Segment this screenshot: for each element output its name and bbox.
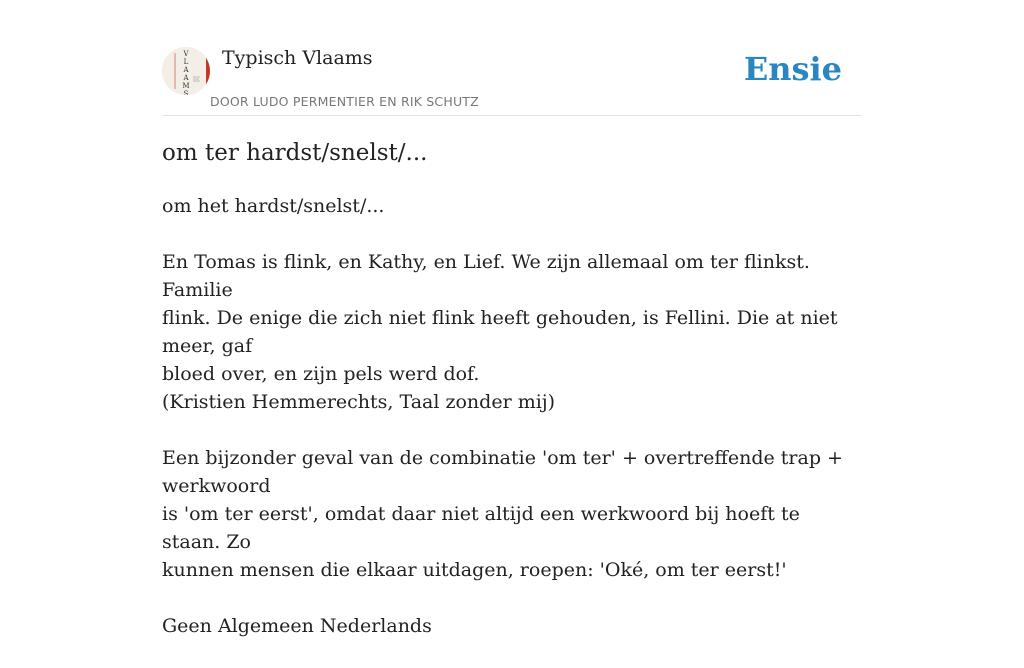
- note-line: kunnen mensen die elkaar uitdagen, roepen: 'Oké, om ter eerst!': [162, 559, 787, 581]
- svg-text:L: L: [183, 58, 189, 66]
- svg-text:V: V: [183, 50, 189, 58]
- brand-logo[interactable]: Ensie: [743, 50, 842, 88]
- book-title[interactable]: Typisch Vlaams: [222, 47, 373, 69]
- entry-example: [162, 248, 862, 416]
- entry-label: Geen Algemeen Nederlands: [162, 615, 432, 637]
- example-source: (Kristien Hemmerechts, Taal zonder mij): [162, 391, 556, 413]
- example-line: En Tomas is flink, en Kathy, en Lief. We zijn allemaal om ter flinkst. Familie: [162, 251, 810, 301]
- example-line: flink. De enige die zich niet flink heeft gehouden, is Fellini. Die at niet meer, gaf: [162, 307, 838, 357]
- book-cover-icon: [162, 47, 210, 95]
- svg-text:A: A: [183, 66, 189, 74]
- entry-title: om ter hardst/snelst/...: [162, 140, 428, 166]
- entry-note: [162, 444, 862, 584]
- note-line: Een bijzonder geval van de combinatie 'om ter' + overtreffende trap + werkwoord: [162, 447, 843, 497]
- entry-definition: om het hardst/snelst/...: [162, 195, 385, 217]
- svg-text:A: A: [183, 74, 189, 82]
- header: [162, 44, 862, 116]
- entry-content: [162, 192, 862, 668]
- note-line: is 'om ter eerst', omdat daar niet altijd een werkwoord bij hoeft te staan. Zo: [162, 503, 800, 553]
- book-authors: DOOR LUDO PERMENTIER EN RIK SCHUTZ: [210, 94, 479, 109]
- book-cover-avatar[interactable]: [162, 47, 210, 95]
- example-line: bloed over, en zijn pels werd dof.: [162, 363, 480, 385]
- svg-text:S: S: [183, 90, 189, 95]
- svg-text:M: M: [182, 82, 190, 90]
